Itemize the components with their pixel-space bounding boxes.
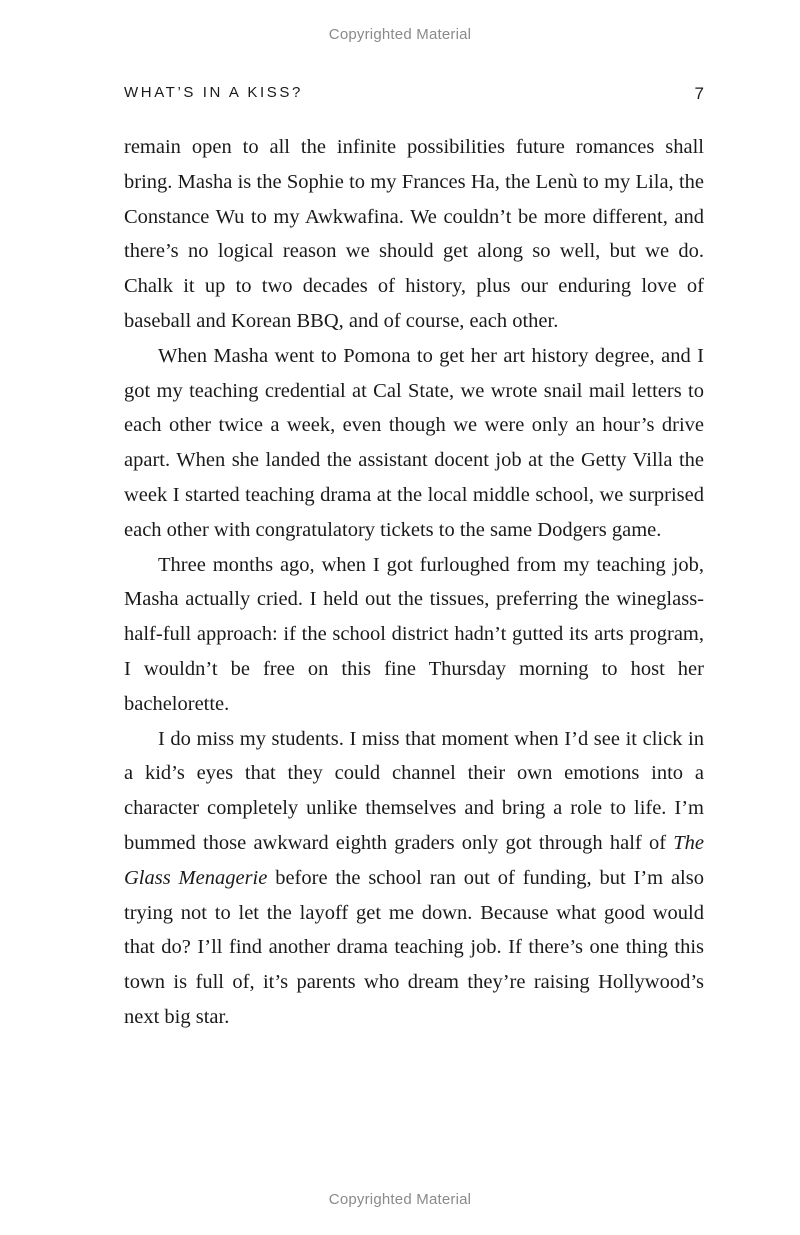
running-head-title: WHAT’S IN A KISS? [124, 84, 303, 101]
body-text [124, 130, 704, 1035]
paragraph-4-after-italic: before the school ran out of funding, but I’m also trying not to let the layoff get me down. Because what good would that do? I’ll find another drama teaching job. If there’s one thing this town is full of, it’s parents who dream they’re raising Hollywood’s next big star. [124, 866, 704, 1028]
page-number: 7 [694, 84, 704, 103]
paragraph-4-before-italic: I do miss my students. I miss that moment when I’d see it click in a kid’s eyes that they could channel their own emotions into a character completely unlike themselves and bring a role to life. I’m bummed those awkward eighth graders only got through half of [124, 727, 704, 854]
copyright-watermark-bottom: Copyrighted Material [328, 1191, 472, 1208]
paragraph-3: Three months ago, when I got furloughed from my teaching job, Masha actually cried. I held out the tissues, preferring the wineglass-half-full approach: if the school district hadn’t gutted its arts program, I wouldn’t be free on this fine Thursday morning to host her bachelorette. [124, 553, 704, 715]
copyright-watermark-top: Copyrighted Material [328, 26, 472, 43]
paragraph-4 [124, 722, 704, 1035]
book-title-italic: The Glass Menagerie [124, 831, 704, 889]
paragraph-1: remain open to all the infinite possibilities future romances shall bring. Masha is the Sophie to my Frances Ha, the Lenù to my Lila, the Constance Wu to my Awkwafina. We couldn’t be more different, and there’s no logical reason we should get along so well, but we do. Chalk it up to two decades of history, plus our enduring love of baseball and Korean BBQ, and of course, each other. [124, 136, 704, 332]
paragraph-2: When Masha went to Pomona to get her art history degree, and I got my teaching credential at Cal State, we wrote snail mail letters to each other twice a week, even though we were only an hour’s drive apart. When she landed the assistant docent job at the Getty Villa the week I started teaching drama at the local middle school, we surprised each other with congratulatory tickets to the same Dodgers game. [124, 344, 704, 541]
